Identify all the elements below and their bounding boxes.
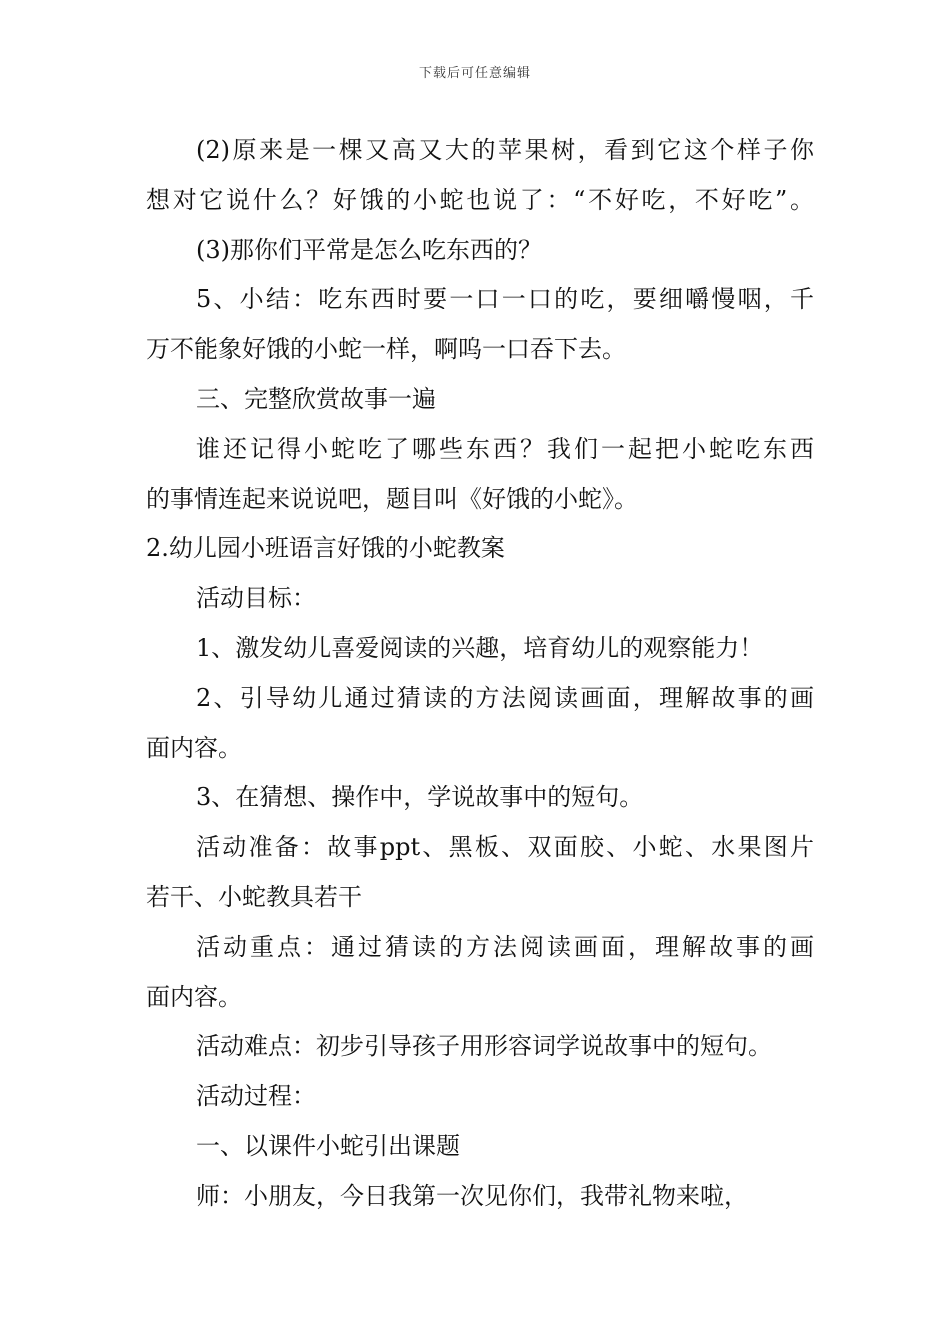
paragraph-line: 师：小朋友，今日我第一次见你们，我带礼物来啦，: [196, 1181, 748, 1210]
page-header: 下载后可任意编辑: [418, 66, 531, 81]
paragraph-line: 1、激发幼儿喜爱阅读的兴趣，培育幼儿的观察能力！: [196, 633, 764, 662]
paragraph-line: (2)原来是一棵又高又大的苹果树，看到它这个样子你: [196, 136, 814, 164]
paragraph-line: 3、在猜想、操作中，学说故事中的短句。: [196, 783, 644, 812]
paragraph-line: 想对它说什么？好饿的小蛇也说了：“不好吃，不好吃”。: [146, 185, 814, 214]
paragraph-line: 面内容。: [146, 733, 242, 762]
paragraph-line: 若干、小蛇教具若干: [146, 882, 362, 911]
paragraph-line: (3)那你们平常是怎么吃东西的？: [196, 235, 542, 264]
paragraph-line: 活动难点：初步引导孩子用形容词学说故事中的短句。: [196, 1032, 772, 1061]
paragraph-line: 面内容。: [146, 982, 242, 1011]
section-heading: 活动过程：: [196, 1082, 316, 1111]
document-body: [146, 126, 814, 1222]
paragraph-line: 活动重点：通过猜读的方法阅读画面，理解故事的画: [196, 932, 814, 961]
section-heading: 一、以课件小蛇引出课题: [196, 1131, 460, 1160]
paragraph-line: 2、引导幼儿通过猜读的方法阅读画面，理解故事的画: [196, 683, 814, 712]
paragraph-line: 活动准备：故事ppt、黑板、双面胶、小蛇、水果图片: [196, 833, 814, 862]
paragraph-line: 5、小结：吃东西时要一口一口的吃，要细嚼慢咽，千: [196, 285, 814, 314]
paragraph-line: 万不能象好饿的小蛇一样，啊呜一口吞下去。: [146, 335, 626, 364]
section-heading: 活动目标：: [196, 584, 316, 613]
paragraph-line: 谁还记得小蛇吃了哪些东西？我们一起把小蛇吃东西: [196, 434, 814, 463]
paragraph-line: 的事情连起来说说吧，题目叫《好饿的小蛇》。: [146, 484, 638, 513]
document-subtitle: 2.幼儿园小班语言好饿的小蛇教案: [146, 534, 505, 563]
section-heading: 三、完整欣赏故事一遍: [196, 384, 436, 413]
